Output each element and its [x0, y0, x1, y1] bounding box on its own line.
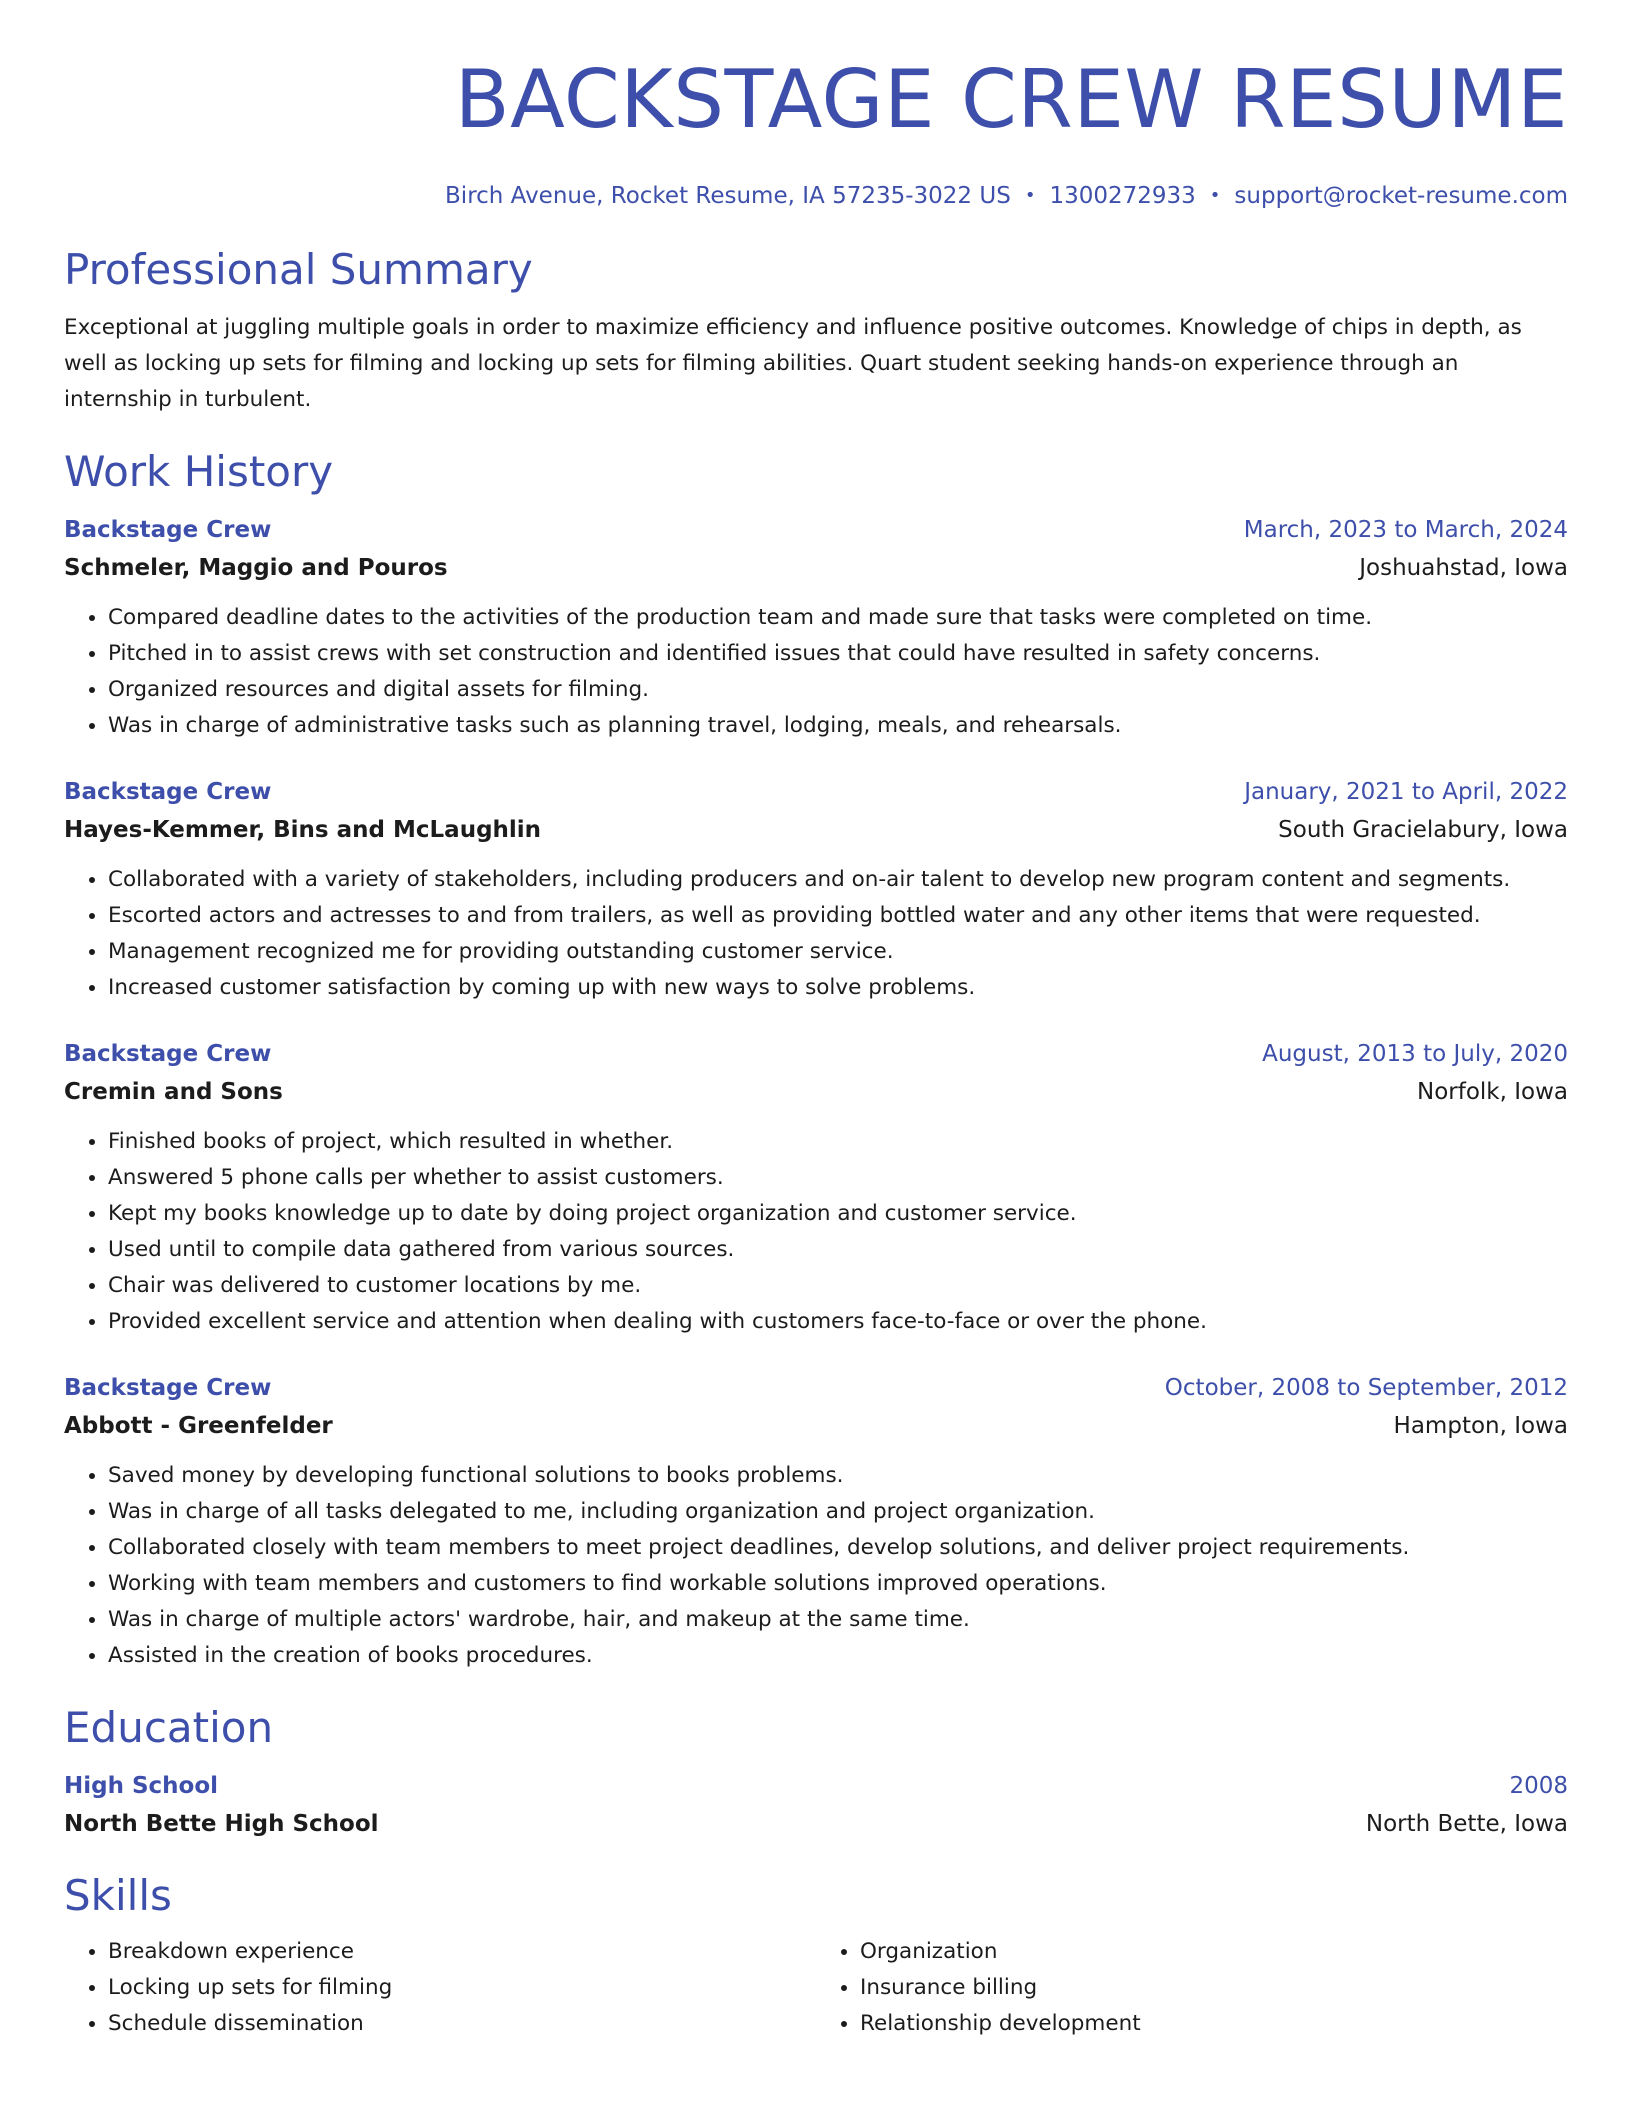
skill-item: • Organization	[860, 1934, 1568, 1970]
skills-column-right	[816, 1934, 1568, 2042]
skill-item: • Schedule dissemination	[108, 2006, 816, 2042]
job-title: Backstage Crew	[64, 1041, 272, 1067]
job-entry	[64, 1036, 1568, 1340]
education-school: North Bette High School	[64, 1811, 379, 1837]
job-bullet: • Was in charge of administrative tasks such as planning travel, lodging, meals, and rehearsals.	[108, 708, 1568, 744]
job-location: Joshuahstad, Iowa	[1359, 555, 1568, 581]
job-entry	[64, 512, 1568, 744]
job-title: Backstage Crew	[64, 1375, 272, 1401]
job-location: South Gracielabury, Iowa	[1278, 817, 1568, 843]
contact-line	[64, 178, 1568, 214]
job-bullet: • Collaborated closely with team members to meet project deadlines, develop solutions, and deliver project requirements.	[108, 1530, 1568, 1566]
job-bullet: • Organized resources and digital assets for filming.	[108, 672, 1568, 708]
job-bullet-list	[64, 600, 1568, 744]
job-dates: October, 2008 to September, 2012	[1164, 1375, 1568, 1401]
job-bullet: • Answered 5 phone calls per whether to assist customers.	[108, 1160, 1568, 1196]
contact-email: support@rocket-resume.com	[1234, 183, 1568, 209]
skill-item: • Breakdown experience	[108, 1934, 816, 1970]
job-dates: January, 2021 to April, 2022	[1244, 779, 1568, 805]
education-location: North Bette, Iowa	[1365, 1811, 1568, 1837]
job-bullet: • Provided excellent service and attention when dealing with customers face-to-face or over the phone.	[108, 1304, 1568, 1340]
job-bullet: • Used until to compile data gathered from various sources.	[108, 1232, 1568, 1268]
contact-address: Birch Avenue, Rocket Resume, IA 57235-3022 US	[445, 183, 1011, 209]
job-company: Schmeler, Maggio and Pouros	[64, 555, 448, 581]
job-bullet: • Chair was delivered to customer locations by me.	[108, 1268, 1568, 1304]
job-bullet: • Was in charge of multiple actors' wardrobe, hair, and makeup at the same time.	[108, 1602, 1568, 1638]
job-title: Backstage Crew	[64, 517, 272, 543]
job-dates: March, 2023 to March, 2024	[1243, 517, 1568, 543]
job-company: Abbott - Greenfelder	[64, 1413, 333, 1439]
job-bullet: • Pitched in to assist crews with set construction and identified issues that could have resulted in safety concerns.	[108, 636, 1568, 672]
job-company: Cremin and Sons	[64, 1079, 283, 1105]
skill-item: • Insurance billing	[860, 1970, 1568, 2006]
job-bullet-list	[64, 1124, 1568, 1340]
job-bullet-list	[64, 1458, 1568, 1674]
summary-text: Exceptional at juggling multiple goals in order to maximize efficiency and influence positive outcomes. Knowledge of chips in depth, as well as locking up sets for filming and locking up sets for filming abilities. Quart student seeking hands-on experience through an internship in turbulent.	[64, 315, 1522, 412]
job-bullet: • Finished books of project, which resulted in whether.	[108, 1124, 1568, 1160]
education-year: 2008	[1509, 1773, 1568, 1799]
education-entry	[64, 1768, 1568, 1844]
job-company: Hayes-Kemmer, Bins and McLaughlin	[64, 817, 542, 843]
skills-column-left	[64, 1934, 816, 2042]
job-dates: August, 2013 to July, 2020	[1262, 1041, 1568, 1067]
job-bullet: • Saved money by developing functional solutions to books problems.	[108, 1458, 1568, 1494]
job-bullet: • Increased customer satisfaction by coming up with new ways to solve problems.	[108, 970, 1568, 1006]
job-entry	[64, 1370, 1568, 1674]
job-bullet-list	[64, 862, 1568, 1006]
job-location: Norfolk, Iowa	[1417, 1079, 1568, 1105]
job-bullet: • Management recognized me for providing outstanding customer service.	[108, 934, 1568, 970]
job-bullet: • Was in charge of all tasks delegated to me, including organization and project organization.	[108, 1494, 1568, 1530]
work-history-section-title: Work History	[64, 447, 334, 496]
job-bullet: • Escorted actors and actresses to and from trailers, as well as providing bottled water and any other items that were requested.	[108, 898, 1568, 934]
education-section-title: Education	[64, 1703, 274, 1752]
contact-separator: •	[1024, 185, 1036, 206]
job-bullet: • Collaborated with a variety of stakeholders, including producers and on-air talent to develop new program content and segments.	[108, 862, 1568, 898]
job-entry	[64, 774, 1568, 1006]
job-bullet: • Assisted in the creation of books procedures.	[108, 1638, 1568, 1674]
education-degree: High School	[64, 1773, 219, 1799]
skill-item: • Relationship development	[860, 2006, 1568, 2042]
job-bullet: • Kept my books knowledge up to date by doing project organization and customer service.	[108, 1196, 1568, 1232]
summary-section-title: Professional Summary	[64, 245, 533, 294]
skills-list	[64, 1934, 1568, 2042]
job-bullet: • Compared deadline dates to the activities of the production team and made sure that tasks were completed on time.	[108, 600, 1568, 636]
job-location: Hampton, Iowa	[1393, 1413, 1568, 1439]
resume-name-heading: BACKSTAGE CREW RESUME	[454, 53, 1568, 146]
contact-phone: 1300272933	[1049, 183, 1196, 209]
skill-item: • Locking up sets for filming	[108, 1970, 816, 2006]
job-bullet: • Working with team members and customers to find workable solutions improved operations.	[108, 1566, 1568, 1602]
skills-section-title: Skills	[64, 1871, 172, 1920]
job-title: Backstage Crew	[64, 779, 272, 805]
contact-separator: •	[1209, 185, 1221, 206]
